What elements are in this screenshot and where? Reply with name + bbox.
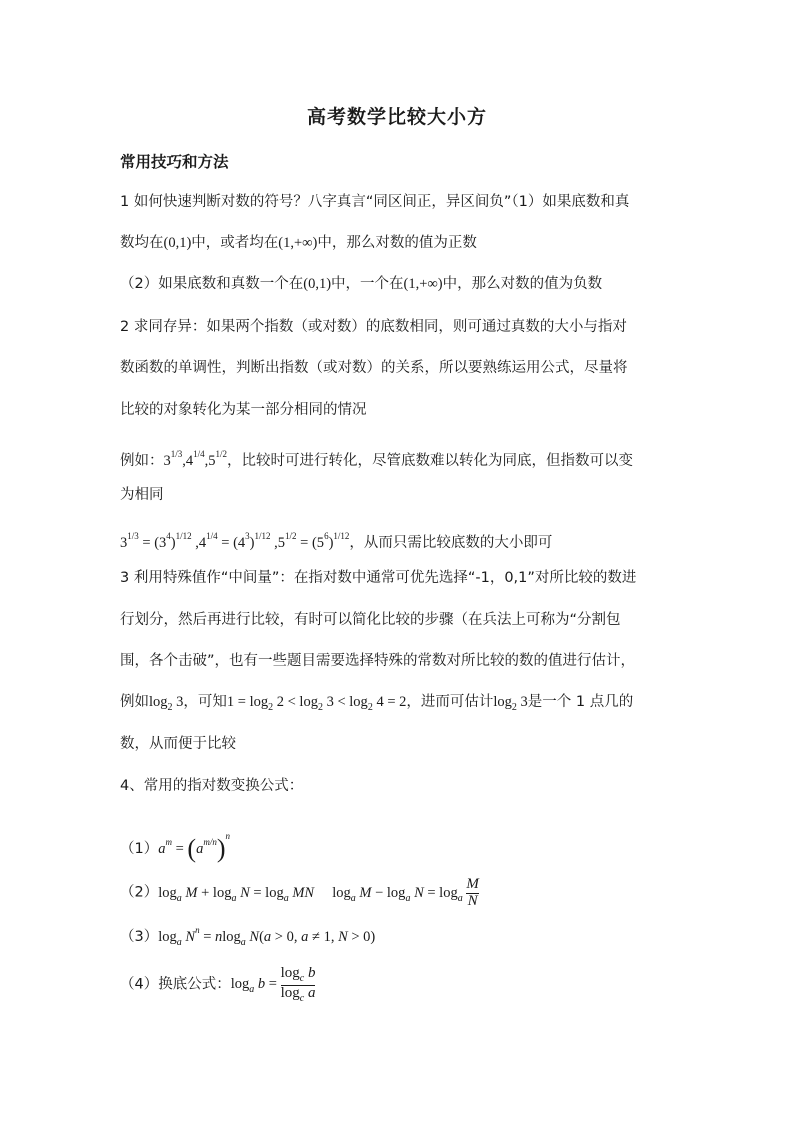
formula-label: （1）: [120, 841, 159, 857]
conversion-expression: $3^{1/3} = (3^4)^{1/12}$ $,4^{1/4} = (4^3)^{1/12}$ $,5^{1/2} = (5^6)^{1/12}$: [120, 531, 350, 551]
p3-text: 例如: [120, 694, 149, 710]
p1-text: 中，或者均在: [191, 235, 279, 251]
p3-text: ，进而可估计: [406, 694, 494, 710]
inequality-expression: $1 = \log_2 2 < \log_2 3 < \log_2 4 = 2$: [226, 694, 407, 713]
formula-label: （4）换底公式：: [120, 976, 231, 993]
p3-line2: 行划分，然后再进行比较，有时可以简化比较的步骤（在兵法上可称为“分割包: [120, 612, 621, 628]
example-text: ，比较时可进行转化，尽管底数难以转化为同底，但指数可以变: [227, 453, 634, 469]
p1-text: 中，一个在: [331, 276, 404, 292]
interval-0-1: (0,1): [303, 276, 332, 292]
p2-line1: 2 求同存异：如果两个指数（或对数）的底数相同，则可通过真数的大小与指对: [120, 319, 627, 335]
p2-example-line: [120, 444, 633, 471]
p3-text: ，可知: [183, 694, 227, 710]
example-label: 例如：: [120, 453, 164, 469]
p2-line5: 为相同: [120, 487, 164, 503]
p1-line2: [120, 233, 477, 253]
p2-line3: 比较的对象转化为某一部分相同的情况: [120, 402, 367, 418]
formula-label: （3）: [120, 929, 159, 945]
p1-text: 数均在: [120, 235, 164, 251]
formula-4-expression: $\log_a b$ = $\frac{\log_c b}{\log_c a}$: [230, 965, 316, 1004]
p1-text: （2）如果底数和真数一个在: [120, 276, 304, 292]
p1-line3: [120, 274, 602, 294]
section-heading: 常用技巧和方法: [120, 153, 229, 171]
interval-0-1: (0,1): [163, 235, 192, 251]
p2-conversion-line: [120, 526, 552, 553]
p2-line2: 数函数的单调性，判断出指数（或对数）的关系，所以要熟练运用公式，尽量将: [120, 360, 628, 376]
interval-1-inf: (1,+∞): [278, 235, 318, 251]
formula-1-expression: $a^m = (a^{m/n})^n$: [158, 831, 231, 863]
log2-3-expression: $\log_2 3$: [149, 694, 184, 713]
document-title: 高考数学比较大小方: [306, 106, 487, 128]
formula-2: [120, 877, 479, 910]
example-expression: $3^{1/3},4^{1/4},5^{1/2}$: [163, 449, 228, 469]
p3-line1: 3 利用特殊值作“中间量”：在指对数中通常可优先选择“-1，0,1”对所比较的数进: [120, 570, 637, 586]
formula-3-expression: $\log_a N^n = nlog_a$ N(a > 0, a ≠ 1, N > 0): [158, 925, 376, 948]
log2-3-expression: $\log_2 3$: [493, 694, 528, 713]
formula-3: [120, 920, 375, 953]
conversion-text: ，从而只需比较底数的大小即可: [349, 535, 553, 551]
p1-text: 中，那么对数的值为正数: [317, 235, 477, 251]
p3-line5: 数，从而便于比较: [120, 736, 236, 752]
interval-1-inf: (1,+∞): [403, 276, 443, 292]
fraction-m-over-n: $\frac{M}{N}$: [466, 876, 479, 909]
formula-label: （2）: [120, 884, 159, 901]
p1-line1: 1 如何快速判断对数的符号？八字真言“同区间正，异区间负”（1）如果底数和真: [120, 194, 630, 210]
formula-4: [120, 966, 315, 1004]
p3-line3: 围，各个击破”，也有一些题目需要选择特殊的常数对所比较的数的值进行估计，: [120, 653, 636, 669]
fraction-change-of-base: $\frac{\log_c b}{\log_c a}$: [280, 965, 316, 1004]
p1-text: 中，那么对数的值为负数: [442, 276, 603, 292]
formula-1: [120, 826, 231, 863]
p4-heading: 4、常用的指对数变换公式：: [120, 778, 304, 794]
p3-line4: [120, 692, 633, 718]
formula-2-expression: $\log_a M + \log_a N = \log_a$ MN $\log_a M - \log_a N = \log_a$ $\frac{M}{N}$: [158, 876, 479, 909]
p3-text: 是一个 1 点几的: [527, 694, 634, 710]
